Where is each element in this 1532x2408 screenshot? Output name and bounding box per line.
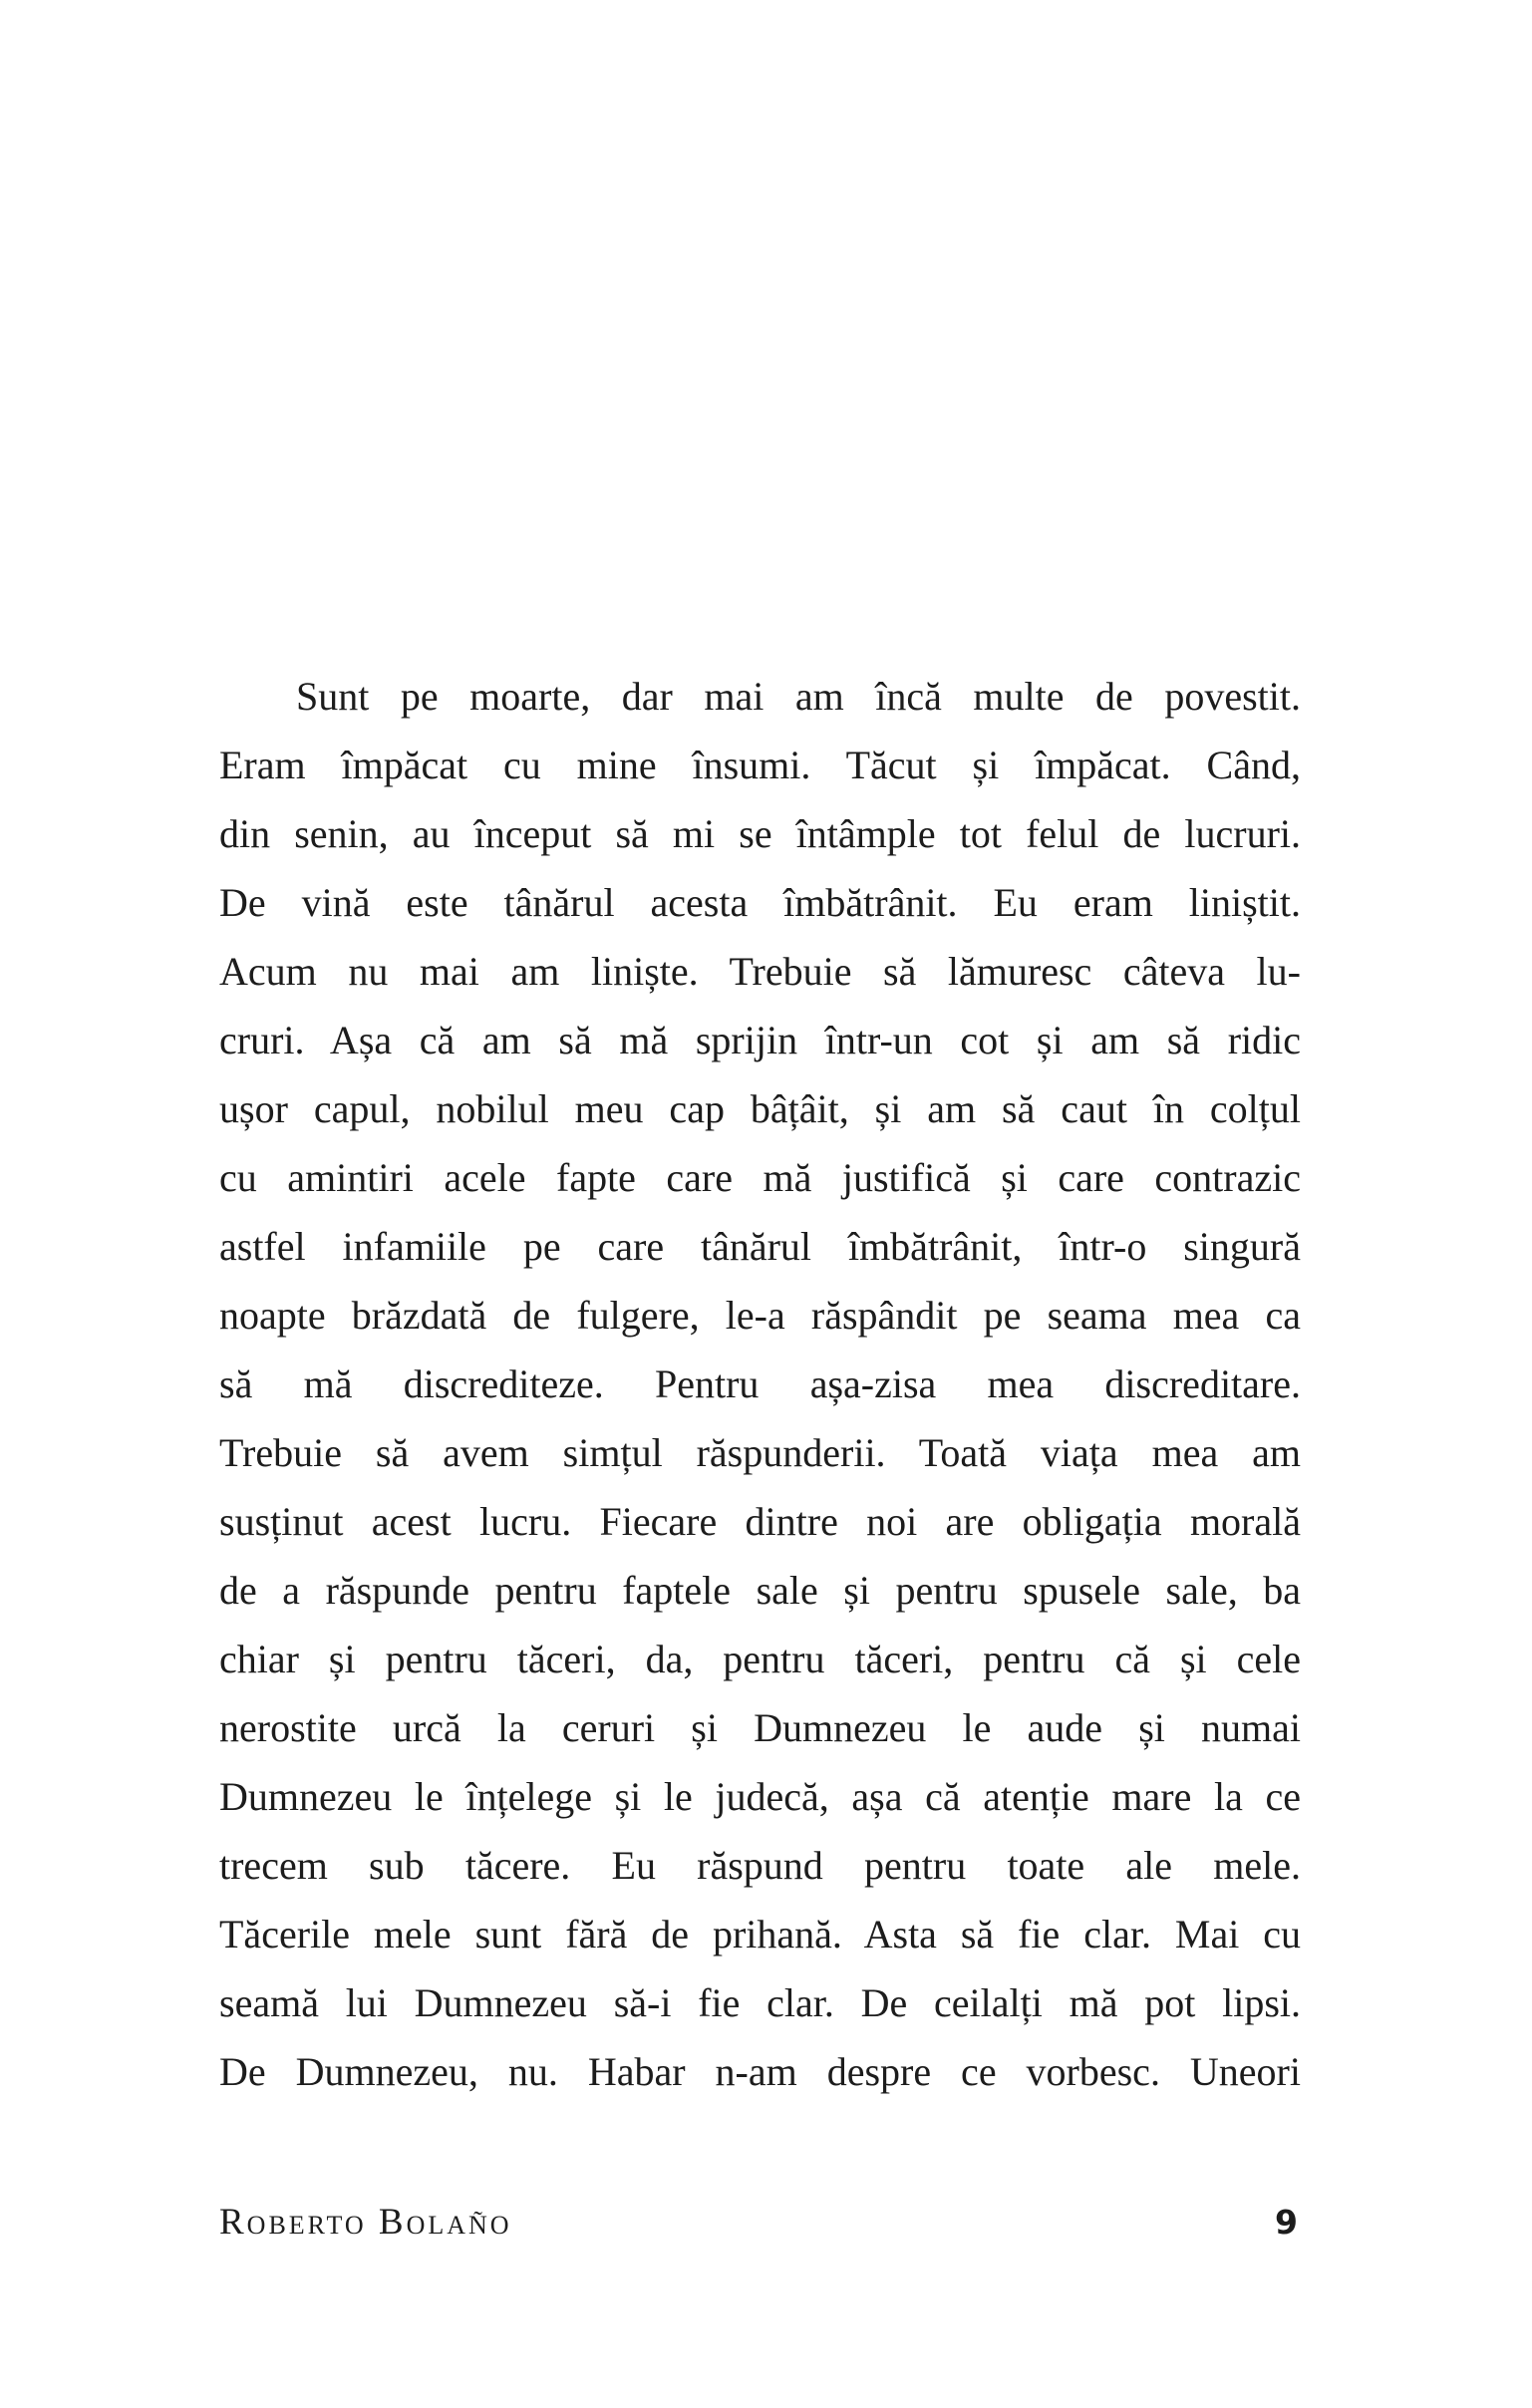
- text-line: noapte brăzdată de fulgere, le-a răspândit pe seama mea ca: [219, 1293, 1301, 1338]
- text-line: seamă lui Dumnezeu să-i fie clar. De ceilalți mă pot lipsi.: [219, 1980, 1301, 2025]
- text-line: Sunt pe moarte, dar mai am încă multe de povestit.: [296, 674, 1301, 719]
- page-number: 9: [1275, 2203, 1298, 2242]
- body-text-block: [219, 662, 1301, 2106]
- text-line: De Dumnezeu, nu. Habar n-am despre ce vorbesc. Uneori: [219, 2049, 1301, 2094]
- text-line: astfel infamiile pe care tânărul îmbătrânit, într-o singură: [219, 1224, 1301, 1269]
- text-line: Trebuie să avem simțul răspunderii. Toată viața mea am: [219, 1430, 1301, 1475]
- text-line: trecem sub tăcere. Eu răspund pentru toate ale mele.: [219, 1843, 1301, 1888]
- text-line: cu amintiri acele fapte care mă justifică și care contrazic: [219, 1155, 1301, 1200]
- text-line: ușor capul, nobilul meu cap bâțâit, și am să caut în colțul: [219, 1086, 1301, 1131]
- text-line: De vină este tânărul acesta îmbătrânit. Eu eram liniștit.: [219, 880, 1301, 925]
- text-line: nerostite urcă la ceruri și Dumnezeu le aude și numai: [219, 1705, 1301, 1750]
- text-line: Acum nu mai am liniște. Trebuie să lămuresc câteva lu-: [219, 949, 1301, 994]
- author-name: Roberto Bolaño: [219, 2202, 512, 2243]
- text-line: chiar și pentru tăceri, da, pentru tăceri, pentru că și cele: [219, 1637, 1301, 1681]
- text-line: de a răspunde pentru faptele sale și pentru spusele sale, ba: [219, 1568, 1301, 1613]
- text-line: Dumnezeu le înțelege și le judecă, așa că atenție mare la ce: [219, 1774, 1301, 1819]
- text-line: susținut acest lucru. Fiecare dintre noi are obligația morală: [219, 1499, 1301, 1544]
- page-footer: [219, 2201, 1301, 2244]
- text-line: cruri. Așa că am să mă sprijin într-un cot și am să ridic: [219, 1018, 1301, 1062]
- text-line: din senin, au început să mi se întâmple tot felul de lucruri.: [219, 811, 1301, 856]
- text-line: Eram împăcat cu mine însumi. Tăcut și împăcat. Când,: [219, 743, 1301, 787]
- text-line: să mă discrediteze. Pentru așa-zisa mea discreditare.: [219, 1361, 1301, 1406]
- text-line: Tăcerile mele sunt fără de prihană. Asta să fie clar. Mai cu: [219, 1912, 1301, 1956]
